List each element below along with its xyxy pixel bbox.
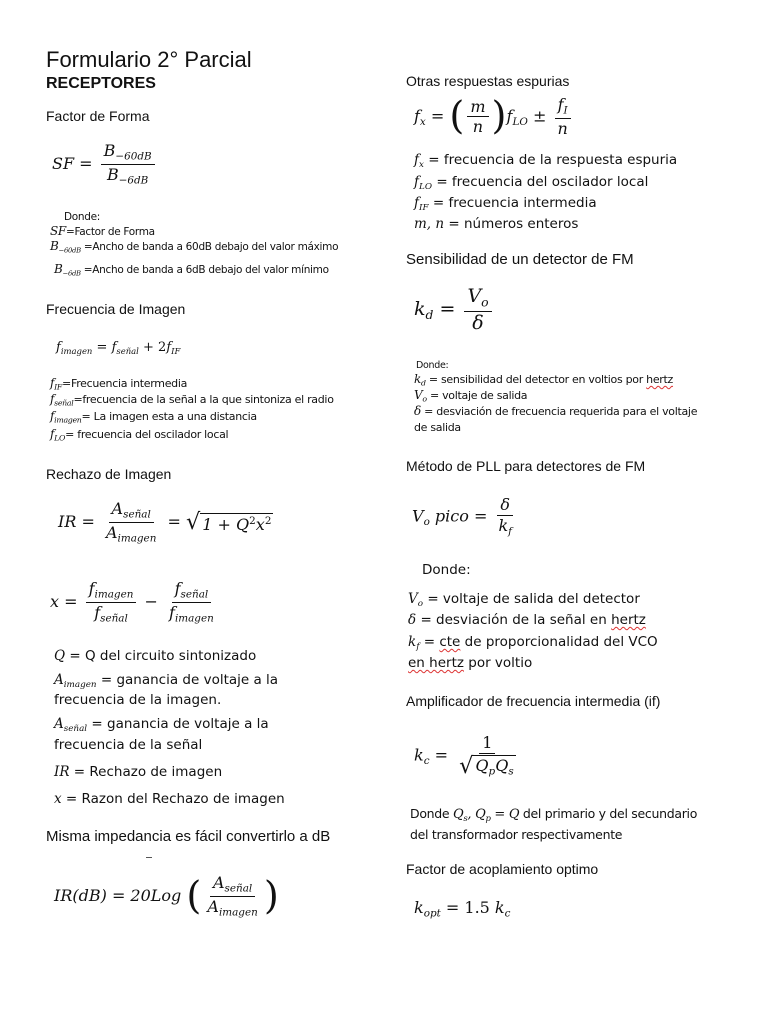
divider-mark [146, 857, 152, 858]
donde-label-pll: Donde: [422, 562, 471, 578]
def-qs-qp-2: del transformador respectivamente [410, 827, 623, 842]
heading-otras-respuestas: Otras respuestas espurias [406, 73, 570, 89]
def-b60: $B_{-60dB}$ =Ancho de banda a 60dB debajo del valor máximo [50, 239, 339, 255]
formula-sf: SF = $\frac{B_{-60dB}}{B_{-6dB}}$ [52, 142, 158, 187]
donde-label-sens: Donde: [416, 360, 449, 371]
formula-x: x = $\frac{f_{imagen}}{f_{señal}}$ − $\frac{f_{señal}}{f_{imagen}}$ [50, 579, 214, 625]
def-fx: $f_x$ = frecuencia de la respuesta espuria [414, 152, 678, 171]
def-sf: SF=Factor de Forma [50, 224, 155, 238]
def-flo: $f_{LO}=$ frecuencia del oscilador local [50, 427, 229, 443]
formula-kd: $k_d$ = $\frac{V_o}{\delta}$ [414, 286, 495, 334]
formula-fimagen: $f_{imagen} = f_{señal} + 2f_{IF}$ [56, 340, 181, 356]
def-x: x = Razon del Rechazo de imagen [54, 791, 285, 807]
heading-misma-impedancia: Misma impedancia es fácil convertirlo a dB [46, 828, 331, 845]
heading-factor-forma: Factor de Forma [46, 108, 150, 124]
formula-vo-pico: $V_o$ pico = $\frac{\delta}{k_f}$ [412, 495, 513, 538]
def-fimagen: $f_{imagen}= La$ imagen esta a una distancia [50, 409, 257, 425]
def-kd: $k_d$ = sensibilidad del detector en voltios por hertz [414, 372, 674, 388]
def-delta-2: de salida [414, 421, 461, 434]
heading-frecuencia-imagen: Frecuencia de Imagen [46, 301, 186, 317]
def-a-senal-2: frecuencia de la señal [54, 737, 203, 753]
formula-kopt: $k_{opt} = 1.5$ $k_c$ [414, 898, 511, 920]
def-mn: m, n = números enteros [414, 216, 579, 232]
formula-ir-db: IR(dB) = 20Log ( $\frac{A_{señal}}{A_{imagen}}$ ) [54, 873, 279, 919]
formula-kc: $k_c$ = 1 √ $Q_pQ_s$ [414, 733, 514, 780]
def-kf-2: en hertz por voltio [408, 655, 533, 671]
donde-label: Donde: [64, 211, 101, 223]
formula-fx: $f_x$ = ( $\frac{m}{n}$ )$f_{LO}$ ± $\frac{f_I}{n}$ [414, 96, 574, 138]
heading-pll: Método de PLL para detectores de FM [406, 458, 646, 474]
def-vo-pll: $V_o$ = voltaje de salida del detector [408, 591, 640, 610]
def-fsenal: $f_{señal}=frecuencia$ de la señal a la que sintoniza el radio [50, 392, 334, 408]
def-flo-right: $f_{LO}$ = frecuencia del oscilador local [414, 174, 649, 193]
def-q: Q = Q del circuito sintonizado [54, 648, 257, 664]
heading-sensibilidad: Sensibilidad de un detector de FM [406, 251, 634, 268]
formula-ir: IR = $\frac{A_{señal}}{A_{imagen}}$ = √ $1 + Q^2x^2$ [58, 499, 272, 545]
heading-rechazo-imagen: Rechazo de Imagen [46, 466, 172, 482]
fraction-sf: $\frac{B_{-60dB}}{B_{-6dB}}$ [101, 142, 155, 187]
def-vo: $V_o$ = voltaje de salida [414, 388, 528, 404]
heading-amplificador: Amplificador de frecuencia intermedia (if) [406, 693, 661, 709]
def-kf: $k_f$ = cte de proporcionalidad del VCO [408, 634, 658, 653]
def-fif: $f_{IF}=Frecuencia$ intermedia [50, 376, 188, 392]
page-title: Formulario 2° Parcial [46, 47, 252, 72]
def-a-imagen-2: frecuencia de la imagen. [54, 692, 222, 708]
def-a-senal: $A_{señal}$ = ganancia de voltaje a la [54, 716, 269, 735]
def-fif-right: $f_{IF}$ = frecuencia intermedia [414, 195, 597, 214]
def-qs-qp: Donde $Q_s$, $Q_p = Q$ del primario y del secundario [410, 806, 698, 823]
def-ir: IR = Rechazo de imagen [54, 764, 223, 780]
def-delta-pll: δ = desviación de la señal en hertz [408, 612, 646, 628]
def-b6: $B_{-6dB}$ =Ancho de banda a 6dB debajo del valor mínimo [54, 262, 329, 278]
section-subtitle: RECEPTORES [46, 75, 156, 92]
def-a-imagen: $A_{imagen}$ = ganancia de voltaje a la [54, 672, 279, 691]
def-delta: δ = desviación de frecuencia requerida para el voltaje [414, 404, 698, 418]
heading-acoplamiento: Factor de acoplamiento optimo [406, 861, 599, 877]
